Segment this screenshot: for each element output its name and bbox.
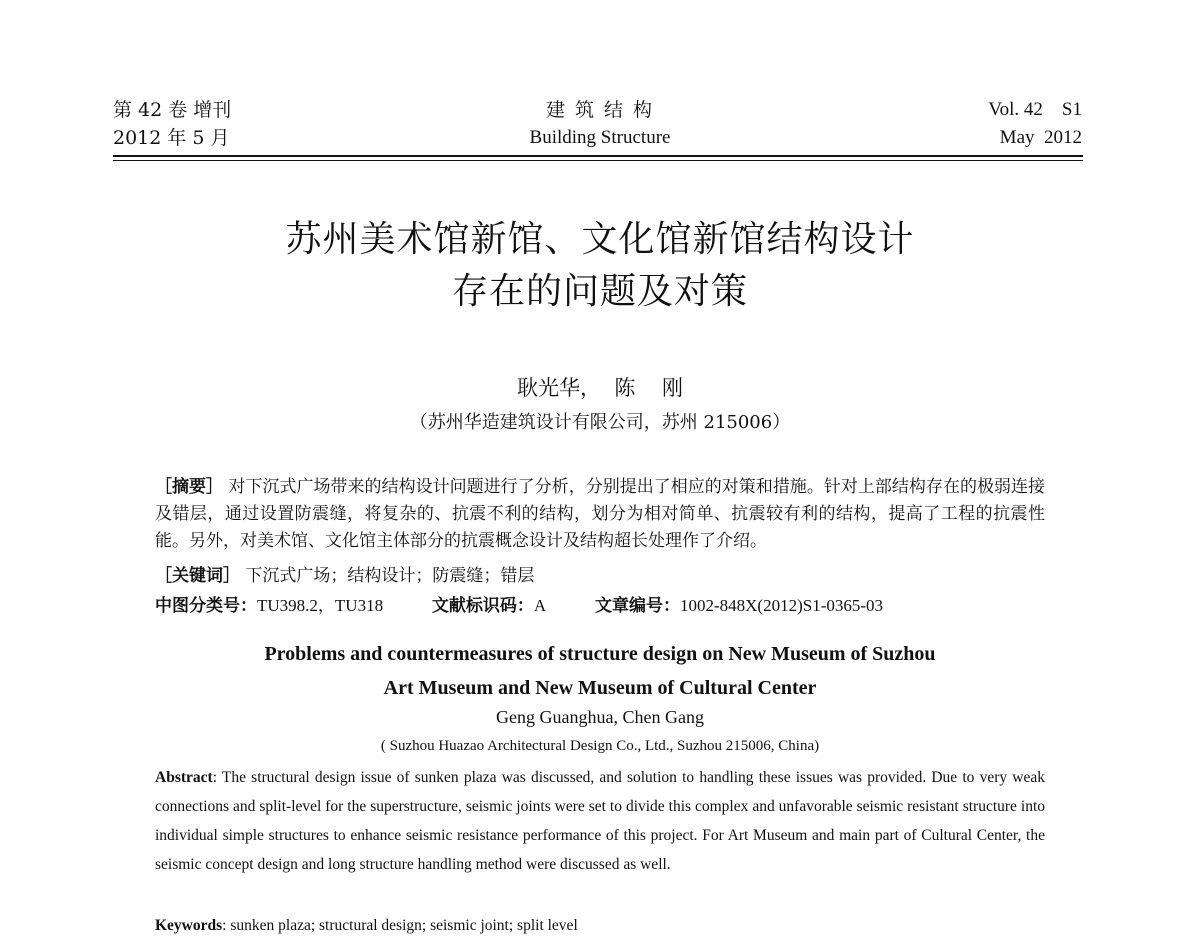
classification-line bbox=[155, 592, 1045, 620]
keywords-en-label: Keywords bbox=[155, 917, 223, 934]
header-vol-en: Vol. 42 S1 bbox=[988, 99, 1082, 120]
header-rule-top bbox=[113, 155, 1083, 157]
keywords-cn bbox=[155, 563, 1045, 590]
journal-name-cn: 建 筑 结 构 bbox=[545, 99, 655, 121]
journal-name-en: Building Structure bbox=[529, 127, 671, 148]
clc-label: 中图分类号： bbox=[155, 596, 257, 616]
abstract-en-label: Abstract bbox=[155, 769, 213, 786]
abstract-cn-label: ［摘要］ bbox=[155, 477, 224, 497]
paper-title-en-line2: Art Museum and New Museum of Cultural Center bbox=[383, 677, 817, 699]
article-no-value: 1002-848X(2012)S1-0365-03 bbox=[679, 596, 884, 615]
doc-code-value: A bbox=[533, 596, 547, 615]
keywords-en: Keywords: sunken plaza; structural design; seismic joint; split level bbox=[155, 917, 578, 934]
abstract-en-text: The structural design issue of sunken plaza was discussed, and solution to handling these issues was provided. Due to very weak connections and split-level for the superstructure, seismic joints were set to divide this complex and unfavorable seismic resistant structure into individual simple structures to enhance seismic resistance performance of this project. For Art Museum and main part of Cultural Center, the seismic concept design and long structure handling method were discussed as well. bbox=[155, 769, 1045, 873]
header-volume: 第 42 卷 增刊 bbox=[113, 99, 232, 121]
article-no-label: 文章编号： bbox=[594, 596, 680, 616]
affiliation-cn: （苏州华造建筑设计有限公司，苏州 215006） bbox=[409, 412, 791, 433]
authors-cn: 耿光华， 陈 刚 bbox=[516, 376, 684, 400]
keywords-en-text: sunken plaza; structural design; seismic joint; split level bbox=[230, 917, 578, 934]
authors-en: Geng Guanghua, Chen Gang bbox=[496, 707, 704, 727]
abstract-cn bbox=[155, 474, 1045, 555]
paper-title-en-line1: Problems and countermeasures of structure design on New Museum of Suzhou bbox=[264, 643, 936, 665]
keywords-cn-label: ［关键词］ bbox=[155, 566, 240, 586]
keywords-cn-text: 下沉式广场；结构设计；防震缝；错层 bbox=[245, 566, 535, 586]
abstract-en: Abstract: The structural design issue of sunken plaza was discussed, and solution to handling these issues was provided. Due to very weak connections and split-level for the superstructure, seismic joints were set to divide this complex and unfavorable seismic resistant structure into individual simple structures to enhance seismic resistance performance of this project. For Art Museum and main part of Cultural Center, the seismic concept design and long structure handling method were discussed as well. bbox=[155, 769, 1045, 873]
paper-title-line2: 存在的问题及对策 bbox=[451, 271, 748, 312]
paper-title-line1: 苏州美术馆新馆、文化馆新馆结构设计 bbox=[285, 219, 915, 260]
header-date-en: May 2012 bbox=[999, 127, 1082, 148]
abstract-cn-text: 对下沉式广场带来的结构设计问题进行了分析，分别提出了相应的对策和措施。针对上部结构存在的极弱连接及错层，通过设置防震缝，将复杂的、抗震不利的结构，划分为相对简单、抗震较有利的结构，提高了工程的抗震性能。另外，对美术馆、文化馆主体部分的抗震概念设计及结构超长处理作了介绍。 bbox=[155, 477, 1046, 551]
header-rule-bottom bbox=[113, 160, 1083, 161]
affiliation-en: ( Suzhou Huazao Architectural Design Co., Ltd., Suzhou 215006, China) bbox=[380, 738, 820, 754]
clc-value: TU398.2，TU318 bbox=[257, 596, 384, 615]
doc-code-label: 文献标识码： bbox=[431, 596, 534, 616]
header-date: 2012 年 5 月 bbox=[113, 127, 230, 149]
